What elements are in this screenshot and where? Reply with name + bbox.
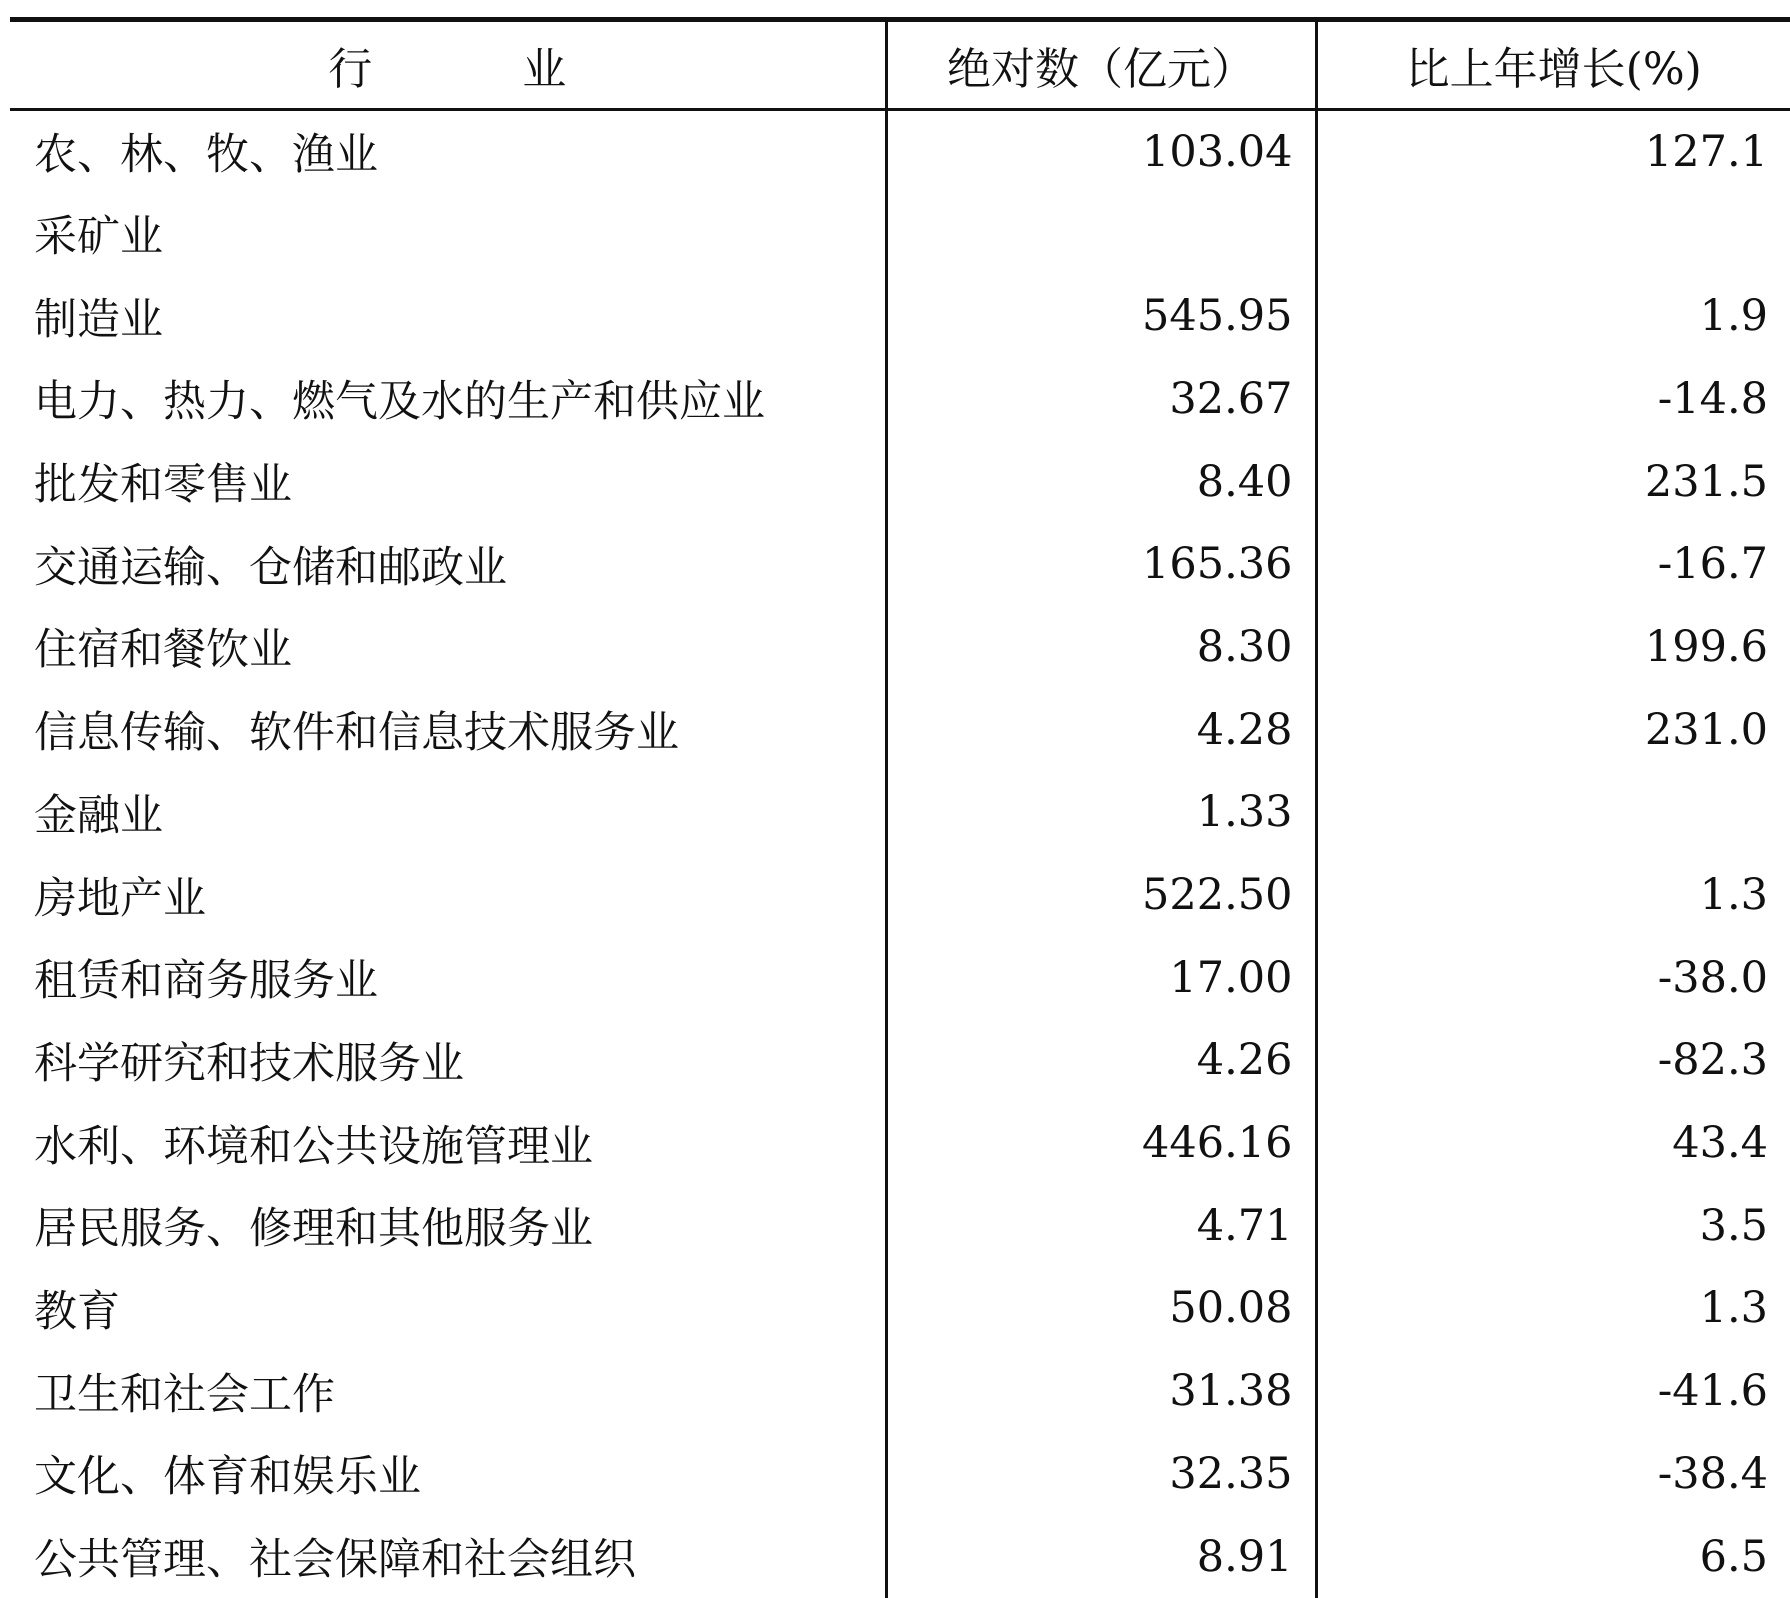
value-cell: 8.40: [886, 440, 1316, 523]
industry-cell: 卫生和社会工作: [10, 1350, 886, 1433]
industry-investment-table: [10, 17, 1790, 1598]
value-cell: 4.71: [886, 1184, 1316, 1267]
table-row: [10, 1433, 1790, 1516]
value-cell: 165.36: [886, 523, 1316, 606]
industry-cell: 电力、热力、燃气及水的生产和供应业: [10, 358, 886, 441]
value-cell: 8.91: [886, 1515, 1316, 1598]
growth-cell: -16.7: [1657, 539, 1768, 590]
header-absolute-value: 绝对数（亿元）: [886, 20, 1316, 110]
industry-cell: 租赁和商务服务业: [10, 936, 886, 1019]
growth-cell: -38.0: [1657, 952, 1768, 1003]
growth-cell: 43.4: [1672, 1118, 1768, 1169]
table-body: [10, 110, 1790, 1598]
growth-cell: 3.5: [1699, 1200, 1768, 1251]
table-row: [10, 1515, 1790, 1598]
growth-cell: 231.5: [1644, 456, 1768, 507]
header-growth: 比上年增长(%): [1316, 20, 1790, 110]
growth-cell: 127.1: [1644, 126, 1768, 177]
industry-cell: 信息传输、软件和信息技术服务业: [10, 688, 886, 771]
growth-cell: 6.5: [1699, 1531, 1768, 1582]
table-row: [10, 110, 1790, 193]
growth-cell: 1.9: [1699, 291, 1768, 342]
industry-cell: 文化、体育和娱乐业: [10, 1433, 886, 1516]
industry-cell: 批发和零售业: [10, 440, 886, 523]
table-row: [10, 606, 1790, 689]
table-row: [10, 1267, 1790, 1350]
header-row: [10, 20, 1790, 110]
table-row: [10, 358, 1790, 441]
value-cell: [886, 192, 1316, 275]
value-cell: 4.26: [886, 1019, 1316, 1102]
table-row: [10, 1019, 1790, 1102]
table-row: [10, 854, 1790, 937]
value-cell: 545.95: [886, 275, 1316, 358]
value-cell: 32.35: [886, 1433, 1316, 1516]
industry-cell: 教育: [10, 1267, 886, 1350]
table-row: [10, 275, 1790, 358]
growth-cell: -41.6: [1657, 1366, 1768, 1417]
value-cell: 446.16: [886, 1102, 1316, 1185]
industry-cell: 住宿和餐饮业: [10, 606, 886, 689]
value-cell: 4.28: [886, 688, 1316, 771]
value-cell: 522.50: [886, 854, 1316, 937]
growth-cell: -14.8: [1657, 373, 1768, 424]
value-cell: 31.38: [886, 1350, 1316, 1433]
value-cell: 1.33: [886, 771, 1316, 854]
industry-cell: 采矿业: [10, 192, 886, 275]
growth-cell: -38.4: [1657, 1448, 1768, 1499]
growth-cell: 1.3: [1699, 870, 1768, 921]
growth-cell: 1.3: [1699, 1283, 1768, 1334]
industry-cell: 居民服务、修理和其他服务业: [10, 1184, 886, 1267]
table-row: [10, 192, 1790, 275]
growth-cell: 199.6: [1644, 621, 1768, 672]
industry-cell: 水利、环境和公共设施管理业: [10, 1102, 886, 1185]
value-cell: 8.30: [886, 606, 1316, 689]
industry-cell: 交通运输、仓储和邮政业: [10, 523, 886, 606]
table-row: [10, 688, 1790, 771]
table-row: [10, 523, 1790, 606]
table-row: [10, 1184, 1790, 1267]
header-industry: 行业: [10, 20, 886, 110]
table-header: [10, 20, 1790, 110]
growth-cell: 231.0: [1644, 704, 1768, 755]
table-row: [10, 1102, 1790, 1185]
industry-cell: 农、林、牧、渔业: [10, 110, 886, 193]
industry-cell: 公共管理、社会保障和社会组织: [10, 1515, 886, 1598]
value-cell: 103.04: [886, 110, 1316, 193]
industry-cell: 房地产业: [10, 854, 886, 937]
table-row: [10, 1350, 1790, 1433]
industry-cell: 制造业: [10, 275, 886, 358]
industry-table-container: [10, 17, 1790, 1594]
value-cell: 50.08: [886, 1267, 1316, 1350]
value-cell: 32.67: [886, 358, 1316, 441]
value-cell: 17.00: [886, 936, 1316, 1019]
industry-cell: 科学研究和技术服务业: [10, 1019, 886, 1102]
table-row: [10, 440, 1790, 523]
growth-cell: [1316, 192, 1790, 275]
growth-cell: -82.3: [1657, 1035, 1768, 1086]
growth-cell: [1316, 771, 1790, 854]
industry-cell: 金融业: [10, 771, 886, 854]
table-row: [10, 936, 1790, 1019]
table-row: [10, 771, 1790, 854]
